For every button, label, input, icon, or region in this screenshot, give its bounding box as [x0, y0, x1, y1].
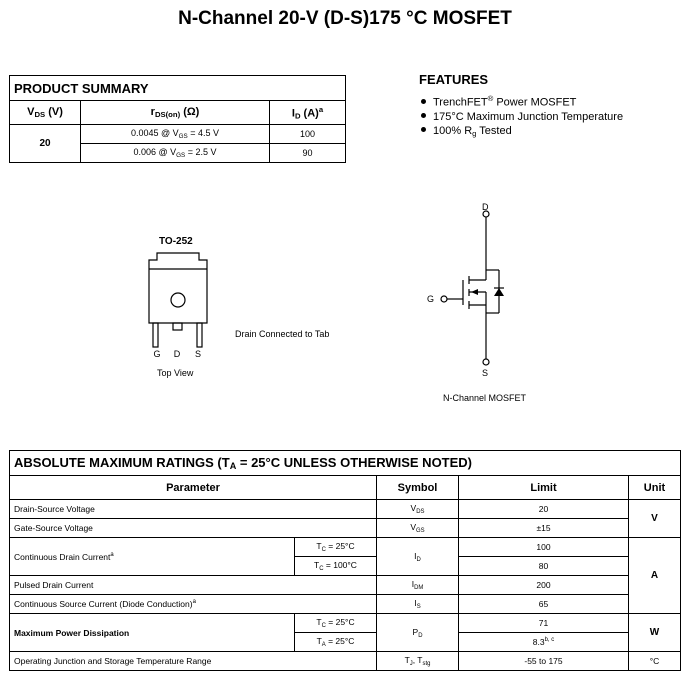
symbol-text: P [412, 626, 419, 637]
param-cell [10, 538, 295, 576]
amr-heading [10, 451, 681, 476]
col-vds-label: V [27, 106, 35, 118]
features-heading: FEATURES [419, 72, 489, 87]
cond-rest: = 25°C [325, 636, 355, 646]
col-id-sub: D [294, 111, 301, 121]
cond-text: T [316, 617, 322, 627]
symbol-text: I [414, 550, 417, 561]
param-cell: Gate-Source Voltage [10, 519, 377, 538]
param-cell: Operating Junction and Storage Temperature Range [10, 652, 377, 671]
col-rds-header [81, 101, 270, 125]
col-id-header [270, 101, 346, 125]
cond-rest: = 100°C [323, 560, 357, 570]
feature-rest: Tested [476, 124, 512, 137]
symbol-sub: J [409, 661, 413, 667]
symbol-cell [377, 538, 459, 576]
rds-cond: = 2.5 V [185, 147, 217, 157]
amr-heading-rest: = 25°C UNLESS OTHERWISE NOTED) [236, 455, 473, 470]
rds-value: 0.0045 @ V [130, 128, 179, 138]
param-cell: Maximum Power Dissipation [10, 614, 295, 652]
cond-rest: = 25°C [325, 541, 355, 551]
vds-value: 20 [10, 125, 81, 163]
page-title: N-Channel 20-V (D-S)175 °C MOSFET [178, 8, 512, 29]
cond-sub: A [321, 642, 326, 648]
limit-cell: 65 [459, 595, 629, 614]
symbol-sub: S [416, 604, 421, 610]
symbol-sub: DS [416, 509, 425, 515]
feature-text: 175°C Maximum Junction Temperature [433, 110, 624, 123]
cond-text: T [316, 541, 322, 551]
symbol-text: V [410, 503, 417, 513]
limit-cell [459, 633, 629, 652]
condition-cell [295, 557, 377, 576]
absolute-max-ratings-table [9, 450, 681, 671]
product-summary-table [9, 75, 346, 163]
param-cell: Pulsed Drain Current [10, 576, 377, 595]
rds-cond: = 4.5 V [187, 128, 220, 138]
table-row [10, 538, 681, 557]
col-symbol: Symbol [377, 476, 459, 500]
symbol-sub: GS [416, 528, 425, 534]
feature-text: 100% R [433, 124, 473, 137]
param-sup: a [192, 599, 196, 606]
feature-sub: g [472, 128, 477, 138]
cond-text: T [316, 636, 322, 646]
table-row [10, 614, 681, 633]
rds-cell [81, 125, 270, 144]
limit-sup: b, c [544, 637, 555, 644]
pin-s-label: S [194, 349, 201, 359]
col-parameter: Parameter [10, 476, 377, 500]
symbol-cell [377, 500, 459, 519]
top-view-label: Top View [157, 368, 194, 378]
limit-cell: ±15 [459, 519, 629, 538]
amr-heading-text: ABSOLUTE MAXIMUM RATINGS (T [14, 455, 230, 470]
symbol-cell [377, 519, 459, 538]
col-limit: Limit [459, 476, 629, 500]
symbol-sub2: stg [422, 661, 431, 667]
id-value: 100 [270, 125, 346, 144]
feature-sup: ® [487, 94, 494, 103]
unit-cell: A [629, 538, 681, 614]
param-cell [10, 595, 377, 614]
col-unit: Unit [629, 476, 681, 500]
symbol-text: V [410, 522, 417, 532]
cond-sub: C [319, 566, 324, 572]
mosfet-symbol-icon [436, 210, 516, 366]
feature-item [419, 110, 623, 124]
pin-g-label: G [153, 349, 161, 359]
amr-heading-sub: A [229, 461, 237, 471]
source-label: S [482, 368, 489, 378]
condition-cell [295, 538, 377, 557]
col-vds-unit: (V) [45, 106, 63, 118]
features-section [419, 72, 623, 141]
id-value: 90 [270, 144, 346, 163]
unit-cell: W [629, 614, 681, 652]
symbol-cell [377, 614, 459, 652]
symbol-mid: , T [412, 655, 423, 665]
symbol-text: I [411, 579, 415, 589]
unit-cell: °C [629, 652, 681, 671]
cond-sub: C [321, 623, 326, 629]
cond-text: T [314, 560, 320, 570]
cond-rest: = 25°C [325, 617, 355, 627]
symbol-cell [377, 595, 459, 614]
feature-item [419, 92, 623, 110]
limit-cell: 200 [459, 576, 629, 595]
col-id-sup: a [318, 104, 324, 114]
product-summary-heading: PRODUCT SUMMARY [10, 76, 346, 101]
rds-cond-sub: GS [176, 152, 186, 159]
table-row [10, 519, 681, 538]
symbol-text: T [404, 655, 410, 665]
drain-tab-note: Drain Connected to Tab [235, 329, 330, 339]
limit-cell: 80 [459, 557, 629, 576]
col-vds-header [10, 101, 81, 125]
feature-text: TrenchFET [433, 96, 488, 109]
param-text: Continuous Drain Current [14, 551, 111, 562]
rds-cell [81, 144, 270, 163]
table-row [10, 500, 681, 519]
col-id-label: I [291, 107, 295, 120]
package-name: TO-252 [159, 236, 193, 247]
limit-text: 8.3 [532, 637, 545, 647]
gate-label: G [427, 294, 435, 304]
drain-label: D [482, 202, 489, 212]
schematic-caption: N-Channel MOSFET [443, 393, 527, 403]
bullet-icon [421, 99, 426, 104]
table-row [10, 595, 681, 614]
param-cell: Drain-Source Voltage [10, 500, 377, 519]
limit-cell: -55 to 175 [459, 652, 629, 671]
param-text: Continuous Source Current (Diode Conduction) [14, 599, 193, 609]
condition-cell [295, 614, 377, 633]
symbol-sub: D [418, 632, 423, 639]
feature-item [419, 124, 623, 141]
bullet-icon [421, 113, 426, 118]
condition-cell [295, 633, 377, 652]
col-vds-sub: DS [34, 110, 46, 119]
rds-value: 0.006 @ V [133, 147, 177, 157]
table-row [10, 652, 681, 671]
symbol-sub: DM [414, 585, 424, 591]
limit-cell: 71 [459, 614, 629, 633]
symbol-cell [377, 652, 459, 671]
rds-cond-sub: GS [178, 133, 188, 140]
unit-cell: V [629, 500, 681, 538]
symbol-cell [377, 576, 459, 595]
col-id-unit: (A) [300, 107, 319, 120]
package-drawing-icon [140, 252, 220, 348]
col-rds-sub: DS(on) [154, 110, 181, 119]
limit-cell: 100 [459, 538, 629, 557]
table-row [10, 576, 681, 595]
cond-sub: C [321, 547, 326, 553]
bullet-icon [421, 127, 426, 132]
symbol-text: I [414, 598, 417, 608]
col-rds-label: r [150, 106, 155, 118]
param-sup: a [110, 551, 114, 558]
col-rds-unit: (Ω) [180, 106, 200, 118]
limit-cell: 20 [459, 500, 629, 519]
symbol-sub: D [416, 556, 421, 563]
feature-rest: Power MOSFET [493, 96, 577, 109]
pin-d-label: D [173, 349, 181, 359]
